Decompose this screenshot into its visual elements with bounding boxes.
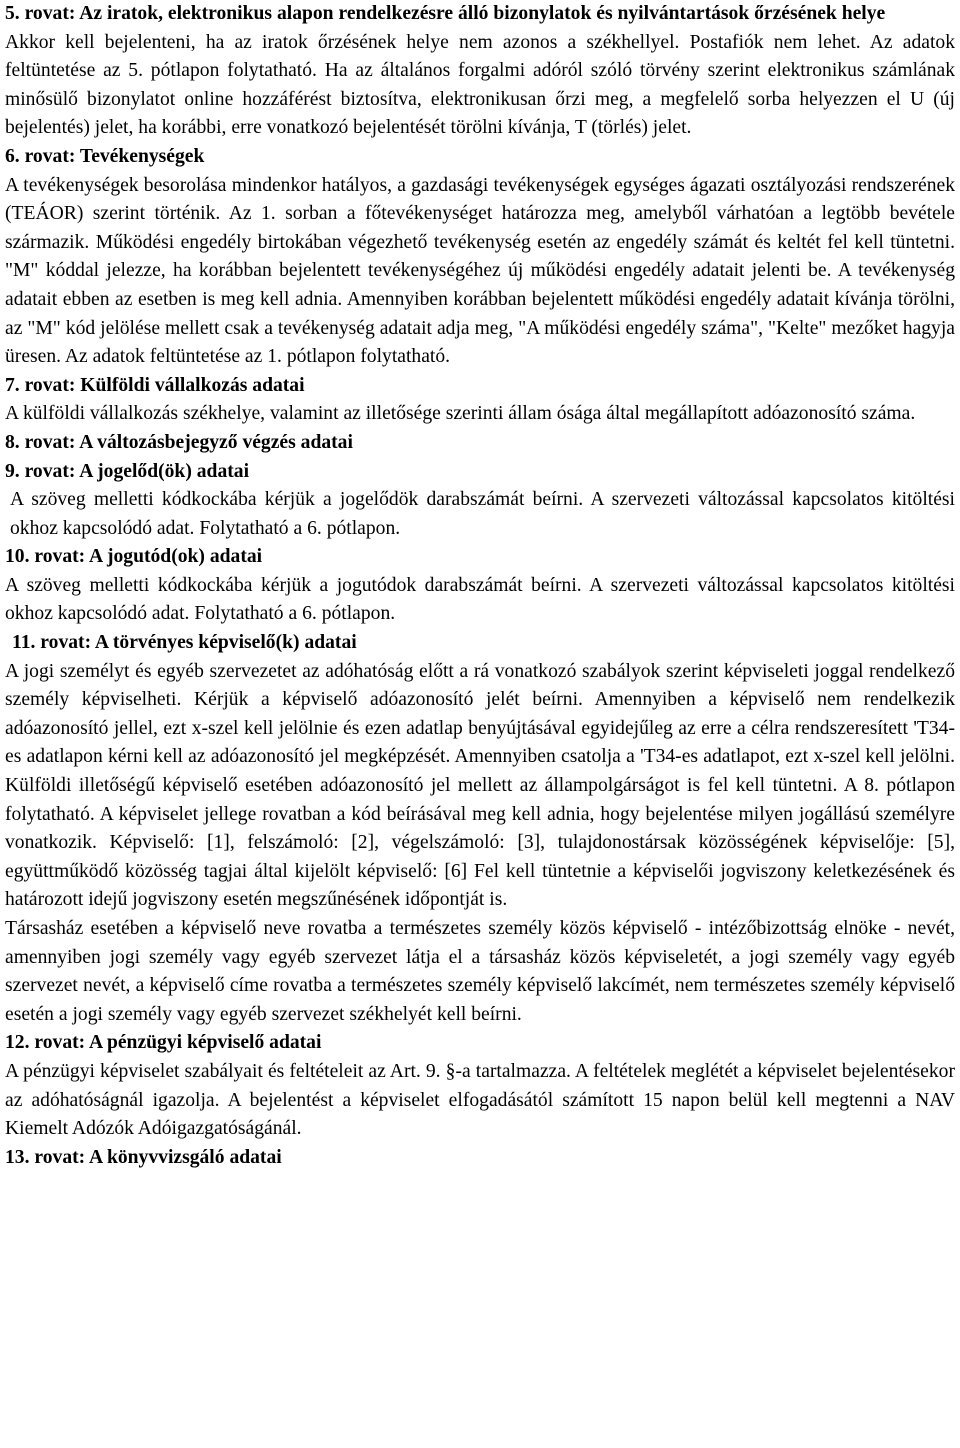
section-12-heading: 12. rovat: A pénzügyi képviselő adatai <box>5 1032 322 1054</box>
section-10-body: A szöveg melletti kódkockába kérjük a jogutódok darabszámát beírni. A szervezeti változással kapcsolatos kitöltési okhoz kapcsolódó adat. Folytatható a 6. pótlapon. <box>5 574 955 625</box>
section-9-heading: 9. rovat: A jogelőd(ök) adatai <box>5 460 250 482</box>
section-13-heading: 13. rovat: A könyvvizsgáló adatai <box>5 1146 282 1168</box>
section-6-body: A tevékenységek besorolása mindenkor hatályos, a gazdasági tevékenységek egységes ágazati osztályozási rendszerének (TEÁOR) szerint történik. Az 1. sorban a főtevékenységet határozza meg, amelyből várhatóan a legtöbb bevétele származik. Működési engedély birtokában végezhető tevékenység esetén az engedély számát és keltét fel kell tüntetni. "M" kóddal jelezze, ha korábban bejelentett tevékenységéhez új működési engedély adatait jelenti be. A tevékenység adatait ebben az esetben is meg kell adnia. Amennyiben korábban bejelentett működési engedély adatait kívánja törölni, az "M" kód jelölése mellett csak a tevékenység adatait adja meg, "A működési engedély száma", "Kelte" mezőket hagyja üresen. Az adatok feltüntetése az 1. pótlapon folytatható. <box>5 174 955 368</box>
section-10-heading: 10. rovat: A jogutód(ok) adatai <box>5 546 263 568</box>
section-5-heading: 5. rovat: Az iratok, elektronikus alapon rendelkezésre álló bizonylatok és nyilvántartások őrzésének helye <box>5 3 886 24</box>
section-8-heading: 8. rovat: A változásbejegyző végzés adatai <box>5 431 353 453</box>
section-9-body: A szöveg melletti kódkockába kérjük a jogelődök darabszámát beírni. A szervezeti változással kapcsolatos kitöltési okhoz kapcsolódó adat. Folytatható a 6. pótlapon. <box>10 489 955 539</box>
section-11-heading: 11. rovat: A törvényes képviselő(k) adatai <box>12 632 357 654</box>
section-5-body: Akkor kell bejelenteni, ha az iratok őrzésének helye nem azonos a székhellyel. Postafiók nem lehet. Az adatok feltüntetése az 5. pótlapon folytatható. Ha az általános forgalmi adóról szóló törvény szerint elektronikus számlának minősülő bizonylatot online hozzáférést biztosítva, elektronikusan őrzi meg, a megfelelő sorba helyezzen el U (új bejelentés) jelet, ha korábbi, erre vonatkozó bejelentését törölni kívánja, T (törlés) jelet. <box>5 31 955 139</box>
section-12-body: A pénzügyi képviselet szabályait és feltételeit az Art. 9. §-a tartalmazza. A feltételek meglétét a képviselet bejelentésekor az adóhatóságnál igazolja. A bejelentést a képviselet elfogadásától számított 15 napon belül kell megtenni a NAV Kiemelt Adózók Adóigazgatóságánál. <box>5 1060 955 1140</box>
section-7-heading: 7. rovat: Külföldi vállalkozás adatai <box>5 374 305 396</box>
section-6-heading: 6. rovat: Tevékenységek <box>5 145 205 167</box>
section-11-body: A jogi személyt és egyéb szervezetet az adóhatóság előtt a rá vonatkozó szabályok szerint képviseleti joggal rendelkező személy képviselheti. Kérjük a képviselő adóazonosító jelét beírni. Amennyiben a képviselő nem rendelkezik adóazonosító jellel, ezt x-szel kell jelölnie és ezen adatlap benyújtásával egyidejűleg az erre a célra rendszeresített 'T34-es adatlapon kérni kell az adóazonosító jel megképzését. Amennyiben csatolja a 'T34-es adatlapot, ezt x-szel kell jelölni. Külföldi illetőségű képviselő esetében adóazonosító jel mellett az állampolgárságot is fel kell tüntetni. A 8. pótlapon folytatható. A képviselet jellege rovatban a kód beírásával meg kell adnia, hogy bejelentése milyen jogállású személyre vonatkozik. Képviselő: [1], felszámoló: [2], végelszámoló: [3], tulajdonostársak közösségének képviselője: [5], együttműködő közösség tagjai által kijelölt képviselő: [6] Fel kell tüntetnie a képviselői jogviszony keletkezésének és határozott idejű jogviszony esetén megszűnésének időpontját is. <box>5 660 955 911</box>
section-7-body: A külföldi vállalkozás székhelye, valamint az illetősége szerinti állam ósága által megállapított adóazonosító száma. <box>5 403 916 425</box>
section-11-body-condominium: Társasház esetében a képviselő neve rovatba a természetes személy közös képviselő - intézőbizottság elnöke - nevét, amennyiben jogi személy vagy egyéb szervezet látja el a társasház közös képviseletét, a jogi személy vagy egyéb szervezet nevét, a képviselő címe rovatba a természetes személy képviselő lakcímét, nem természetes személy képviselő esetén a jogi személy vagy egyéb szervezet székhelyét kell beírni. <box>5 918 955 1025</box>
